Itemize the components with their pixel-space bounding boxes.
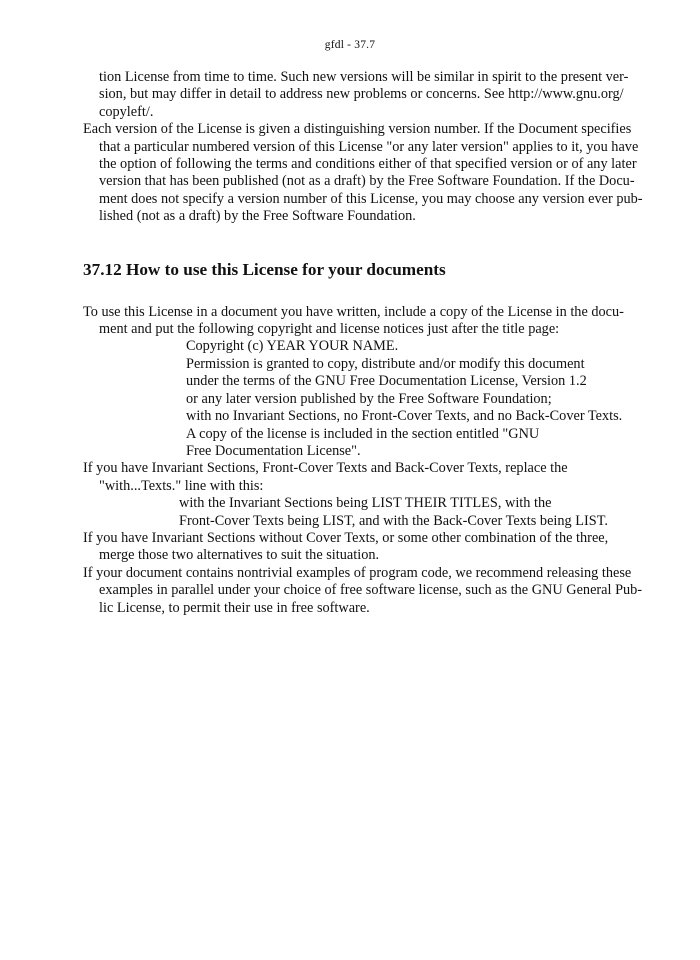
license-notice-block <box>83 338 623 460</box>
text-line: version that has been published (not as a draft) by the Free Software Foundation. If the Docu- <box>99 173 635 190</box>
text-line: merge those two alternatives to suit the situation. <box>99 547 380 564</box>
text-line: ment does not specify a version number of this License, you may choose any version ever pub- <box>99 190 643 207</box>
replacement-notice-block <box>83 495 623 530</box>
text-line: lished (not as a draft) by the Free Software Foundation. <box>99 208 416 225</box>
text-line: ment and put the following copyright and license notices just after the title page: <box>99 321 560 338</box>
paragraph-intro <box>83 304 623 339</box>
notice-line: with no Invariant Sections, no Front-Cover Texts, and no Back-Cover Texts. <box>186 408 623 425</box>
notice-line: Permission is granted to copy, distribute and/or modify this document <box>186 355 585 372</box>
text-line: To use this License in a document you have written, include a copy of the License in the docu- <box>83 303 624 320</box>
notice-line: Front-Cover Texts being LIST, and with the Back-Cover Texts being LIST. <box>179 512 608 529</box>
notice-line: Free Documentation License". <box>186 442 361 459</box>
text-line: the option of following the terms and conditions either of that specified version or of any later <box>99 156 637 173</box>
text-line: "with...Texts." line with this: <box>99 477 264 494</box>
paragraph-new-versions <box>83 69 629 121</box>
paragraph-combination <box>83 530 623 565</box>
text-line: examples in parallel under your choice of free software license, such as the GNU General Pub- <box>99 582 643 599</box>
notice-line: Copyright (c) YEAR YOUR NAME. <box>186 338 399 355</box>
text-line: Each version of the License is given a distinguishing version number. If the Document specifies <box>83 121 632 138</box>
section-heading: 37.12 How to use this License for your documents <box>83 259 446 279</box>
text-line: sion, but may differ in detail to address new problems or concerns. See http://www.gnu.org/ <box>99 86 624 103</box>
notice-line: or any later version published by the Free Software Foundation; <box>186 390 552 407</box>
running-head: gfdl - 37.7 <box>324 39 376 51</box>
text-line: that a particular numbered version of this License "or any later version" applies to it, you have <box>99 138 639 155</box>
paragraph-invariant-sections <box>83 460 623 495</box>
text-line: copyleft/. <box>99 103 154 120</box>
paragraph-version-number <box>83 121 643 225</box>
notice-line: A copy of the license is included in the section entitled "GNU <box>186 425 540 442</box>
text-line: If your document contains nontrivial examples of program code, we recommend releasing these <box>83 564 632 581</box>
paragraph-program-code <box>83 564 643 617</box>
page-content <box>83 69 643 617</box>
notice-line: with the Invariant Sections being LIST THEIR TITLES, with the <box>179 495 552 512</box>
text-line: tion License from time to time. Such new versions will be similar in spirit to the present ver- <box>99 69 629 85</box>
text-line: lic License, to permit their use in free software. <box>99 599 370 616</box>
notice-line: under the terms of the GNU Free Documentation License, Version 1.2 <box>186 373 587 390</box>
text-line: If you have Invariant Sections, Front-Cover Texts and Back-Cover Texts, replace the <box>83 460 568 477</box>
text-line: If you have Invariant Sections without Cover Texts, or some other combination of the three, <box>83 529 609 546</box>
